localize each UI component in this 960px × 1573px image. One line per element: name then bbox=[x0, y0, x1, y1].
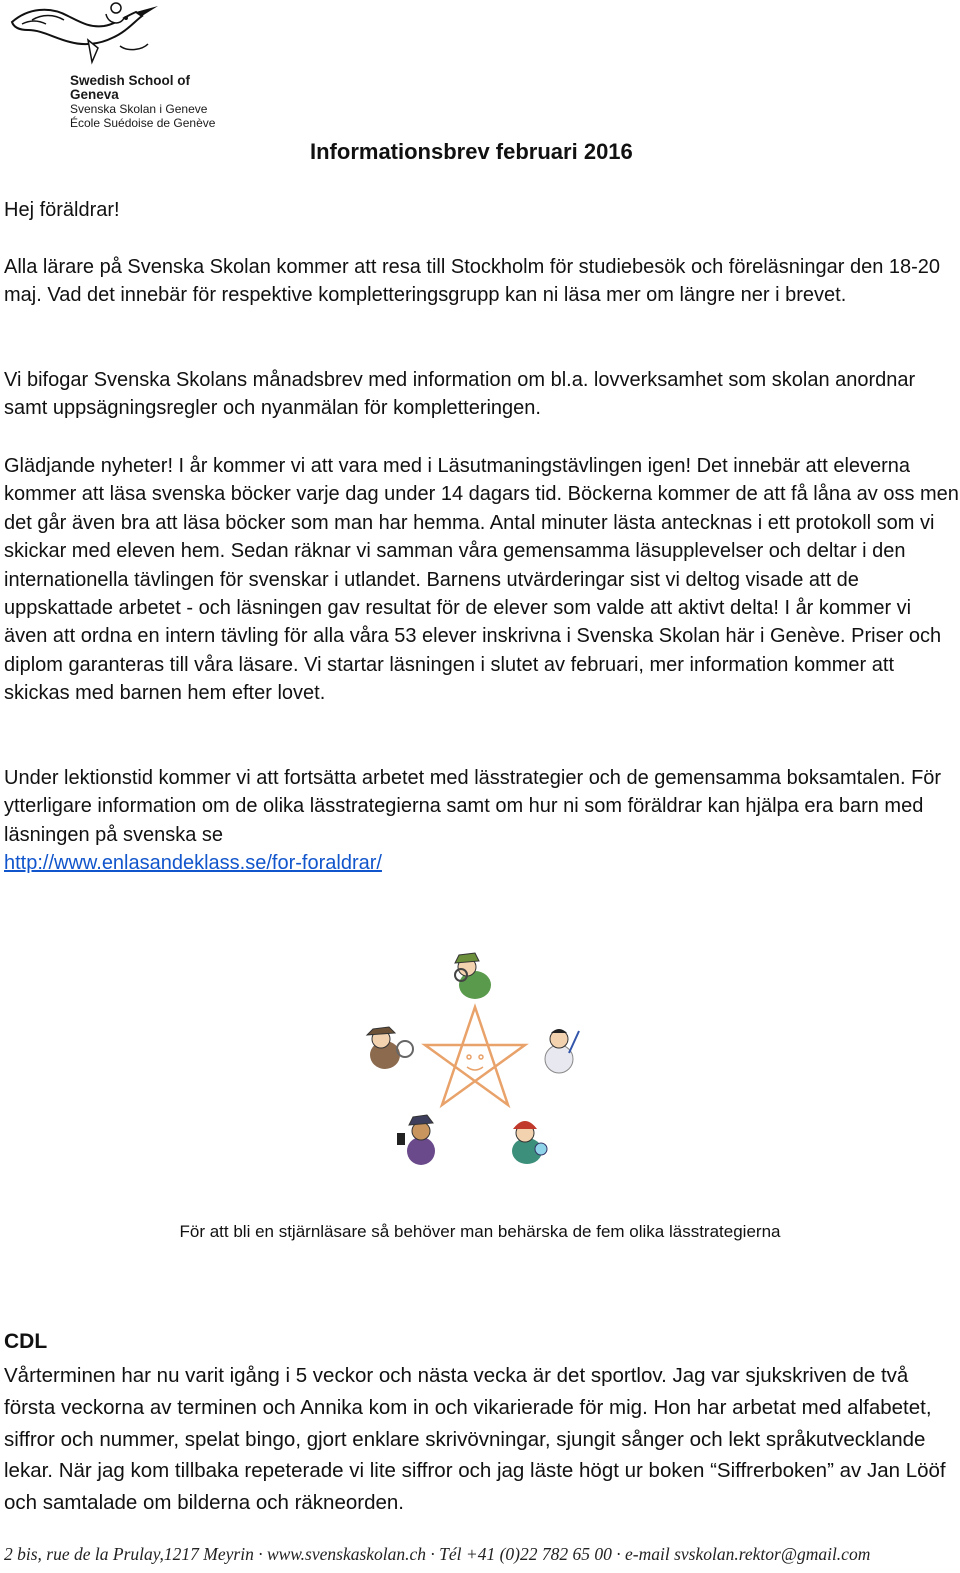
greeting: Hej föräldrar! bbox=[4, 199, 120, 221]
paragraph-newsletter: Vi bifogar Svenska Skolans månadsbrev med information om bl.a. lovverksamhet som skolan anordnar samt uppsägningsregler och nyanmälan för kompletteringen. bbox=[4, 369, 916, 420]
paragraph-trip: Alla lärare på Svenska Skolan kommer att resa till Stockholm för studiebesök och föreläsningar den 18-20 maj. Vad det innebär för respektive kompletteringsgrupp kan ni läsa mer om längre ner i brevet. bbox=[4, 256, 941, 307]
paragraph-reading-challenge: Glädjande nyheter! I år kommer vi att vara med i Läsutmaningstävlingen igen! Det innebär att eleverna kommer att läsa svenska böcker varje dag under 14 dagars tid. Böckerna kommer de att få låna av oss men det går även bra att läsa böcker som man har hemma. Antal minuter lästa antecknas i ett protokoll som vi skickar med eleven hem. Sedan räknar vi samman våra gemensamma läsupplevelser och deltar i den internationella tävlingen för svenskar i utlandet. Barnens utvärderingar sist vi deltog visade att de uppskattade arbetet - och läsningen gav resultat för de elever som valde att aktivt delta! I år kommer vi även att ordna en intern tävling för alla våra 53 elever inskrivna i Svenska Skolan här i Genève. Priser och diplom garanteras till våra läsare. Vi startar läsningen i slutet av februari, mer information kommer att skickas med barnen hem efter lovet. bbox=[4, 455, 959, 705]
detective-character-icon bbox=[455, 953, 491, 999]
section-heading-cdl: CDL bbox=[4, 1330, 48, 1353]
reading-strategies-figure bbox=[355, 945, 595, 1175]
artist-character-icon bbox=[545, 1029, 579, 1073]
fortune-teller-character-icon bbox=[512, 1121, 547, 1164]
logo-name-english: Swedish School of Geneva bbox=[70, 73, 191, 102]
star-face bbox=[467, 1055, 483, 1070]
stork-logo-icon bbox=[8, 2, 238, 74]
parents-link[interactable]: http://www.enlasandeklass.se/for-foraldrar/ bbox=[4, 852, 382, 875]
school-logo bbox=[8, 2, 238, 130]
page-footer: 2 bis, rue de la Prulay,1217 Meyrin · www.svenskaskolan.ch · Tél +41 (0)22 782 65 00 · e-mail svskolan.rektor@gmail.com bbox=[4, 1544, 871, 1564]
paragraph-strategies bbox=[4, 764, 960, 878]
page-title: Informationsbrev februari 2016 bbox=[310, 139, 633, 164]
logo-name-french: École Suédoise de Genève bbox=[70, 116, 216, 130]
logo-name-swedish: Svenska Skolan i Geneve bbox=[70, 102, 208, 116]
star-icon bbox=[425, 1007, 525, 1105]
cdl-paragraph: Vårterminen har nu varit igång i 5 veckor och nästa vecka är det sportlov. Jag var sjukskriven de två första veckorna av terminen och Annika kom in och vikarierade för mig. Hon har arbetat med alfabetet, siffror och nummer, spelat bingo, gjort enklare skrivövningar, sjungit sånger och lekt språkutvecklande lekar. När jag kom tillbaka repeterade vi lite siffror och jag läste högt ur boken “Siffrerboken” av Jan Lööf och samtalade om bilderna och räkneorden. bbox=[4, 1364, 946, 1515]
reporter-character-icon bbox=[397, 1115, 435, 1165]
paragraph-strategies-text: Under lektionstid kommer vi att fortsätta arbetet med lässtrategier och de gemensamma boksamtalen. För ytterligare information om de olika lässtrategierna samt om hur ni som föräldrar kan hjälpa era barn med läsningen på svenska se bbox=[4, 767, 942, 846]
figure-caption: För att bli en stjärnläsare så behöver man behärska de fem olika lässtrategierna bbox=[179, 1222, 781, 1241]
cowboy-character-icon bbox=[367, 1027, 413, 1069]
